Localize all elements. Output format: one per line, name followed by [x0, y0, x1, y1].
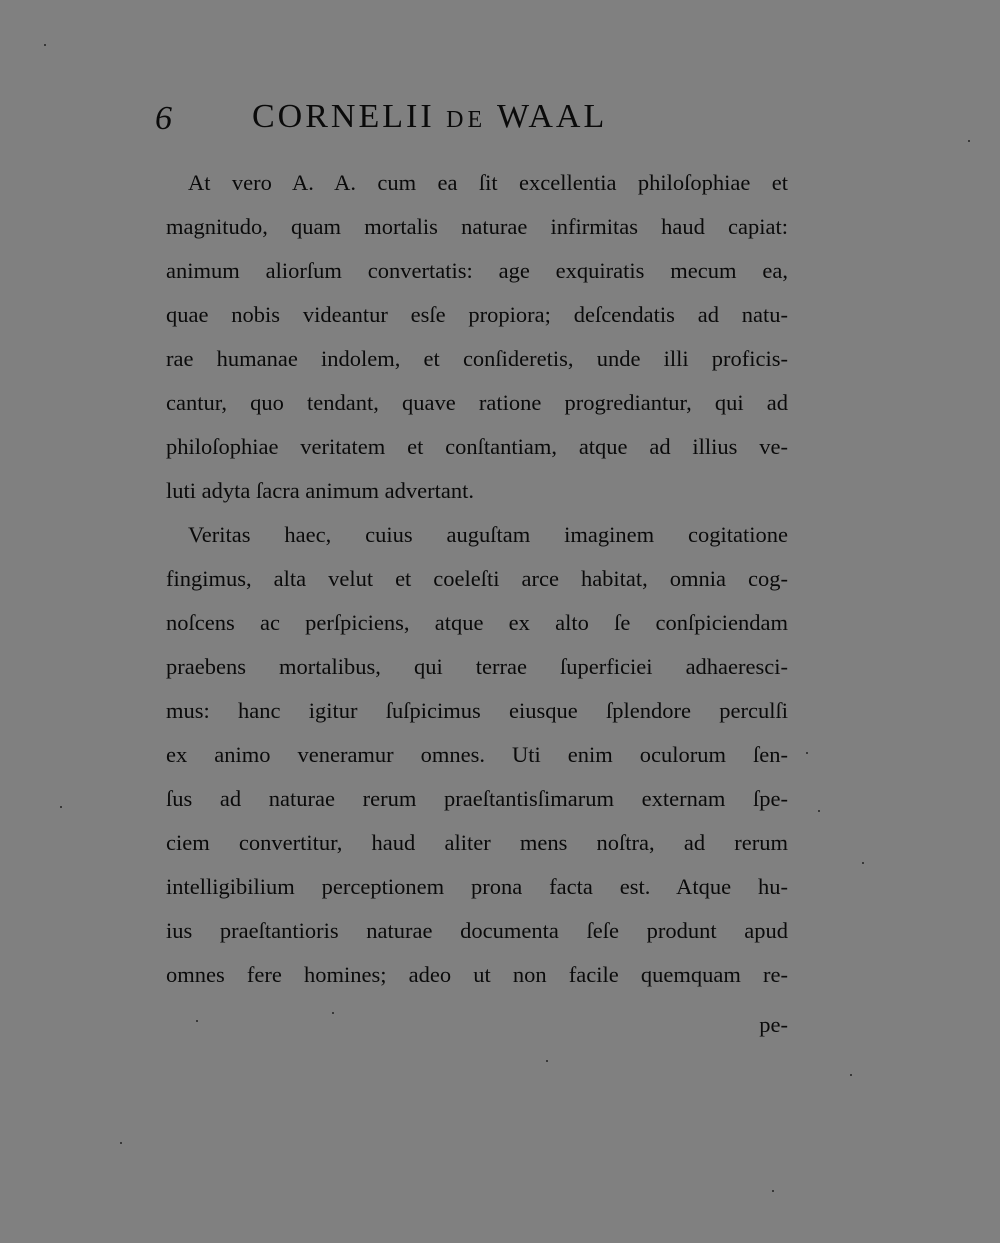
text-line: At vero A. A. cum ea ſit excellentia philoſophiae et [188, 170, 788, 195]
scan-speck [772, 1190, 774, 1192]
scan-speck [862, 862, 864, 864]
author-first-name: CORNELII [252, 98, 435, 135]
author-last-name: WAAL [497, 98, 608, 135]
text-line: fingimus, alta velut et coeleſti arce habitat, omnia cog- [166, 566, 788, 591]
text-line: praebens mortalibus, qui terrae ſuperficiei adhaeresci- [166, 654, 788, 679]
text-line: mus: hanc igitur ſuſpicimus eiusque ſplendore perculſi [166, 698, 788, 723]
catchword: pe- [759, 1012, 788, 1037]
scan-speck [60, 806, 62, 808]
scan-speck [332, 1012, 334, 1014]
running-title [252, 98, 607, 136]
author-particle: DE [446, 107, 487, 133]
text-line: magnitudo, quam mortalis naturae infirmitas haud capiat: [166, 214, 788, 239]
running-header [155, 98, 795, 142]
scan-speck [806, 752, 808, 754]
text-line: omnes fere homines; adeo ut non facile quemquam re- [166, 962, 788, 987]
text-line: noſcens ac perſpiciens, atque ex alto ſe conſpiciendam [166, 610, 788, 635]
text-line: quae nobis videantur esſe propiora; deſcendatis ad natu- [166, 302, 788, 327]
scan-speck [120, 1142, 122, 1144]
text-line: animum aliorſum convertatis: age exquiratis mecum ea, [166, 258, 788, 283]
scan-speck [546, 1060, 548, 1062]
scan-speck [44, 44, 46, 46]
text-line: intelligibilium perceptionem prona facta est. Atque hu- [166, 874, 788, 899]
text-line: ius praeſtantioris naturae documenta ſeſe produnt apud [166, 918, 788, 943]
scan-speck [968, 140, 970, 142]
scan-speck [850, 1074, 852, 1076]
text-line: ciem convertitur, haud aliter mens noſtra, ad rerum [166, 830, 788, 855]
scan-speck [196, 1020, 198, 1022]
text-line: ſus ad naturae rerum praeſtantisſimarum externam ſpe- [166, 786, 788, 811]
scan-speck [818, 810, 820, 812]
page-number: 6 [155, 100, 175, 137]
text-line: ex animo veneramur omnes. Uti enim oculorum ſen- [166, 742, 788, 767]
text-line: luti adyta ſacra animum advertant. [166, 478, 475, 503]
text-line: philoſophiae veritatem et conſtantiam, atque ad illius ve- [166, 434, 788, 459]
text-line: Veritas haec, cuius auguſtam imaginem cogitatione [188, 522, 788, 547]
text-line: cantur, quo tendant, quave ratione progrediantur, qui ad [166, 390, 788, 415]
text-line: rae humanae indolem, et conſideretis, unde illi proficis- [166, 346, 788, 371]
